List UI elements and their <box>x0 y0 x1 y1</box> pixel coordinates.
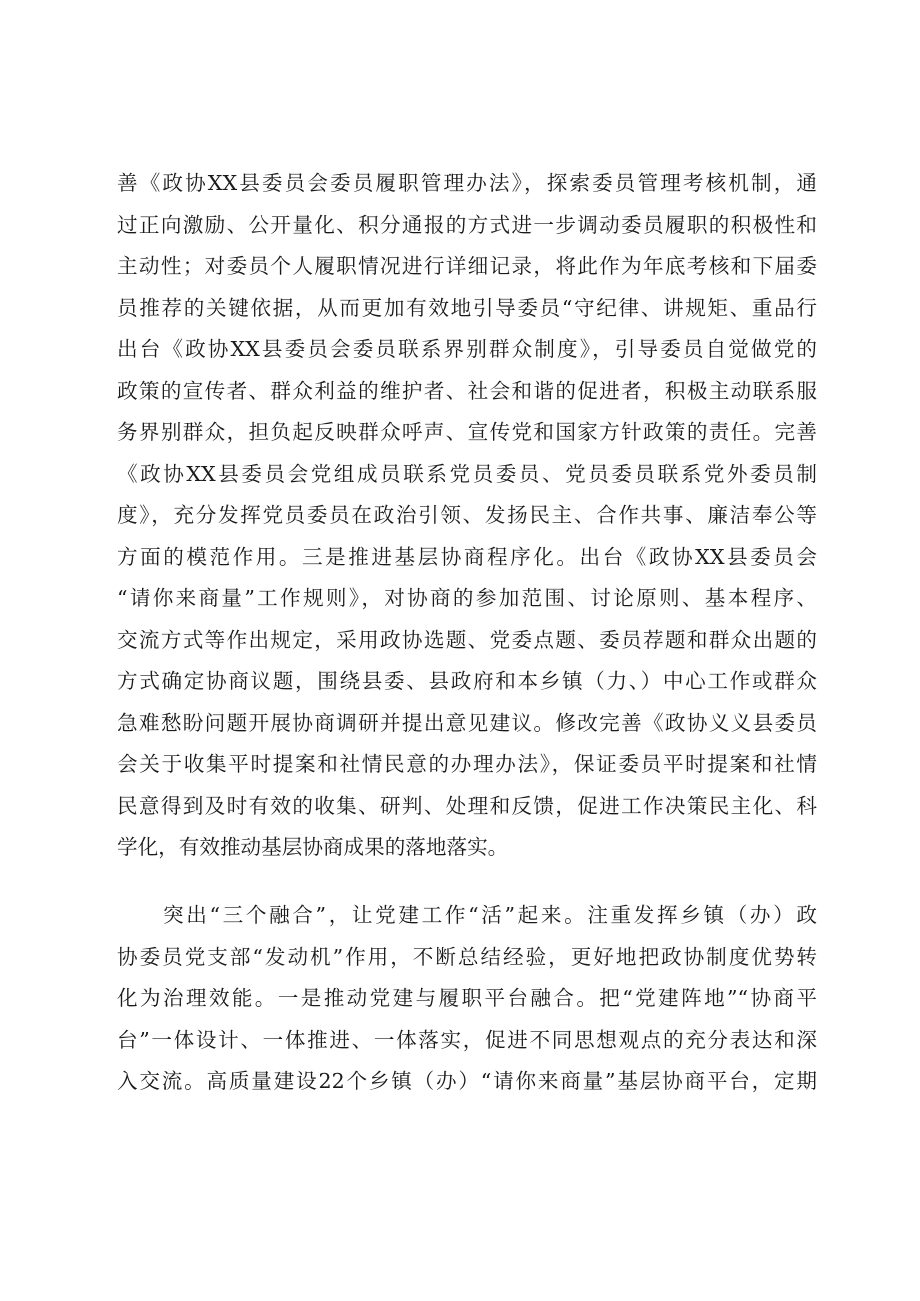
text-line: 突出“三个融合”，让党建工作“活”起来。注重发挥乡镇（办）政 <box>163 903 817 927</box>
text-line: 交流方式等作出规定，采用政协选题、党委点题、委员荐题和群众出题的 <box>117 627 817 652</box>
text-line: 善《政协XX县委员会委员履职管理办法》，探索委员管理考核机制，通 <box>117 171 817 195</box>
text-line: 化为治理效能。一是推动党建与履职平台融合。把“党建阵地”“协商平 <box>117 986 817 1010</box>
paragraph-1 <box>117 163 817 869</box>
text-line: 学化，有效推动基层协商成果的落地落实。 <box>117 835 509 859</box>
text-line: 入交流。高质量建设22个乡镇（办）“请你来商量”基层协商平台，定期 <box>117 1069 817 1093</box>
text-line: 民意得到及时有效的收集、研判、处理和反馈，促进工作决策民主化、科 <box>117 793 817 818</box>
text-line: 员推荐的关键依据，从而更加有效地引导委员“守纪律、讲规矩、重品行 <box>117 295 817 320</box>
text-line: 过正向激励、公开量化、积分通报的方式进一步调动委员履职的积极性和 <box>117 212 817 237</box>
text-line: 会关于收集平时提案和社情民意的办理办法》，保证委员平时提案和社情 <box>117 752 817 776</box>
text-line: 主动性；对委员个人履职情况进行详细记录，将此作为年底考核和下届委 <box>117 254 817 278</box>
text-line: 急难愁盼问题开展协商调研并提出意见建议。修改完善《政协义义县委员 <box>117 710 817 735</box>
text-line: 方面的模范作用。三是推进基层协商程序化。出台《政协XX县委员会 <box>117 544 817 569</box>
paragraph-2 <box>117 895 817 1103</box>
text-line: 《政协XX县委员会党组成员联系党员委员、党员委员联系党外委员制 <box>117 461 817 486</box>
text-line: 政策的宣传者、群众利益的维护者、社会和谐的促进者，积极主动联系服 <box>117 378 817 403</box>
text-line: 台”一体设计、一体推进、一体落实，促进不同思想观点的充分表达和深 <box>117 1027 817 1052</box>
text-line: 协委员党支部“发动机”作用，不断总结经验，更好地把政协制度优势转 <box>117 944 817 969</box>
text-line: “请你来商量”工作规则》，对协商的参加范围、讨论原则、基本程序、 <box>117 586 817 610</box>
text-line: 务界别群众，担负起反映群众呼声、宣传党和国家方针政策的责任。完善 <box>117 420 817 444</box>
text-line: 出台《政协XX县委员会委员联系界别群众制度》，引导委员自觉做党的 <box>117 337 817 361</box>
text-line: 度》，充分发挥党员委员在政治引领、发扬民主、合作共事、廉洁奉公等 <box>117 503 817 527</box>
text-line: 方式确定协商议题，围绕县委、县政府和本乡镇（力、）中心工作或群众 <box>117 669 817 693</box>
